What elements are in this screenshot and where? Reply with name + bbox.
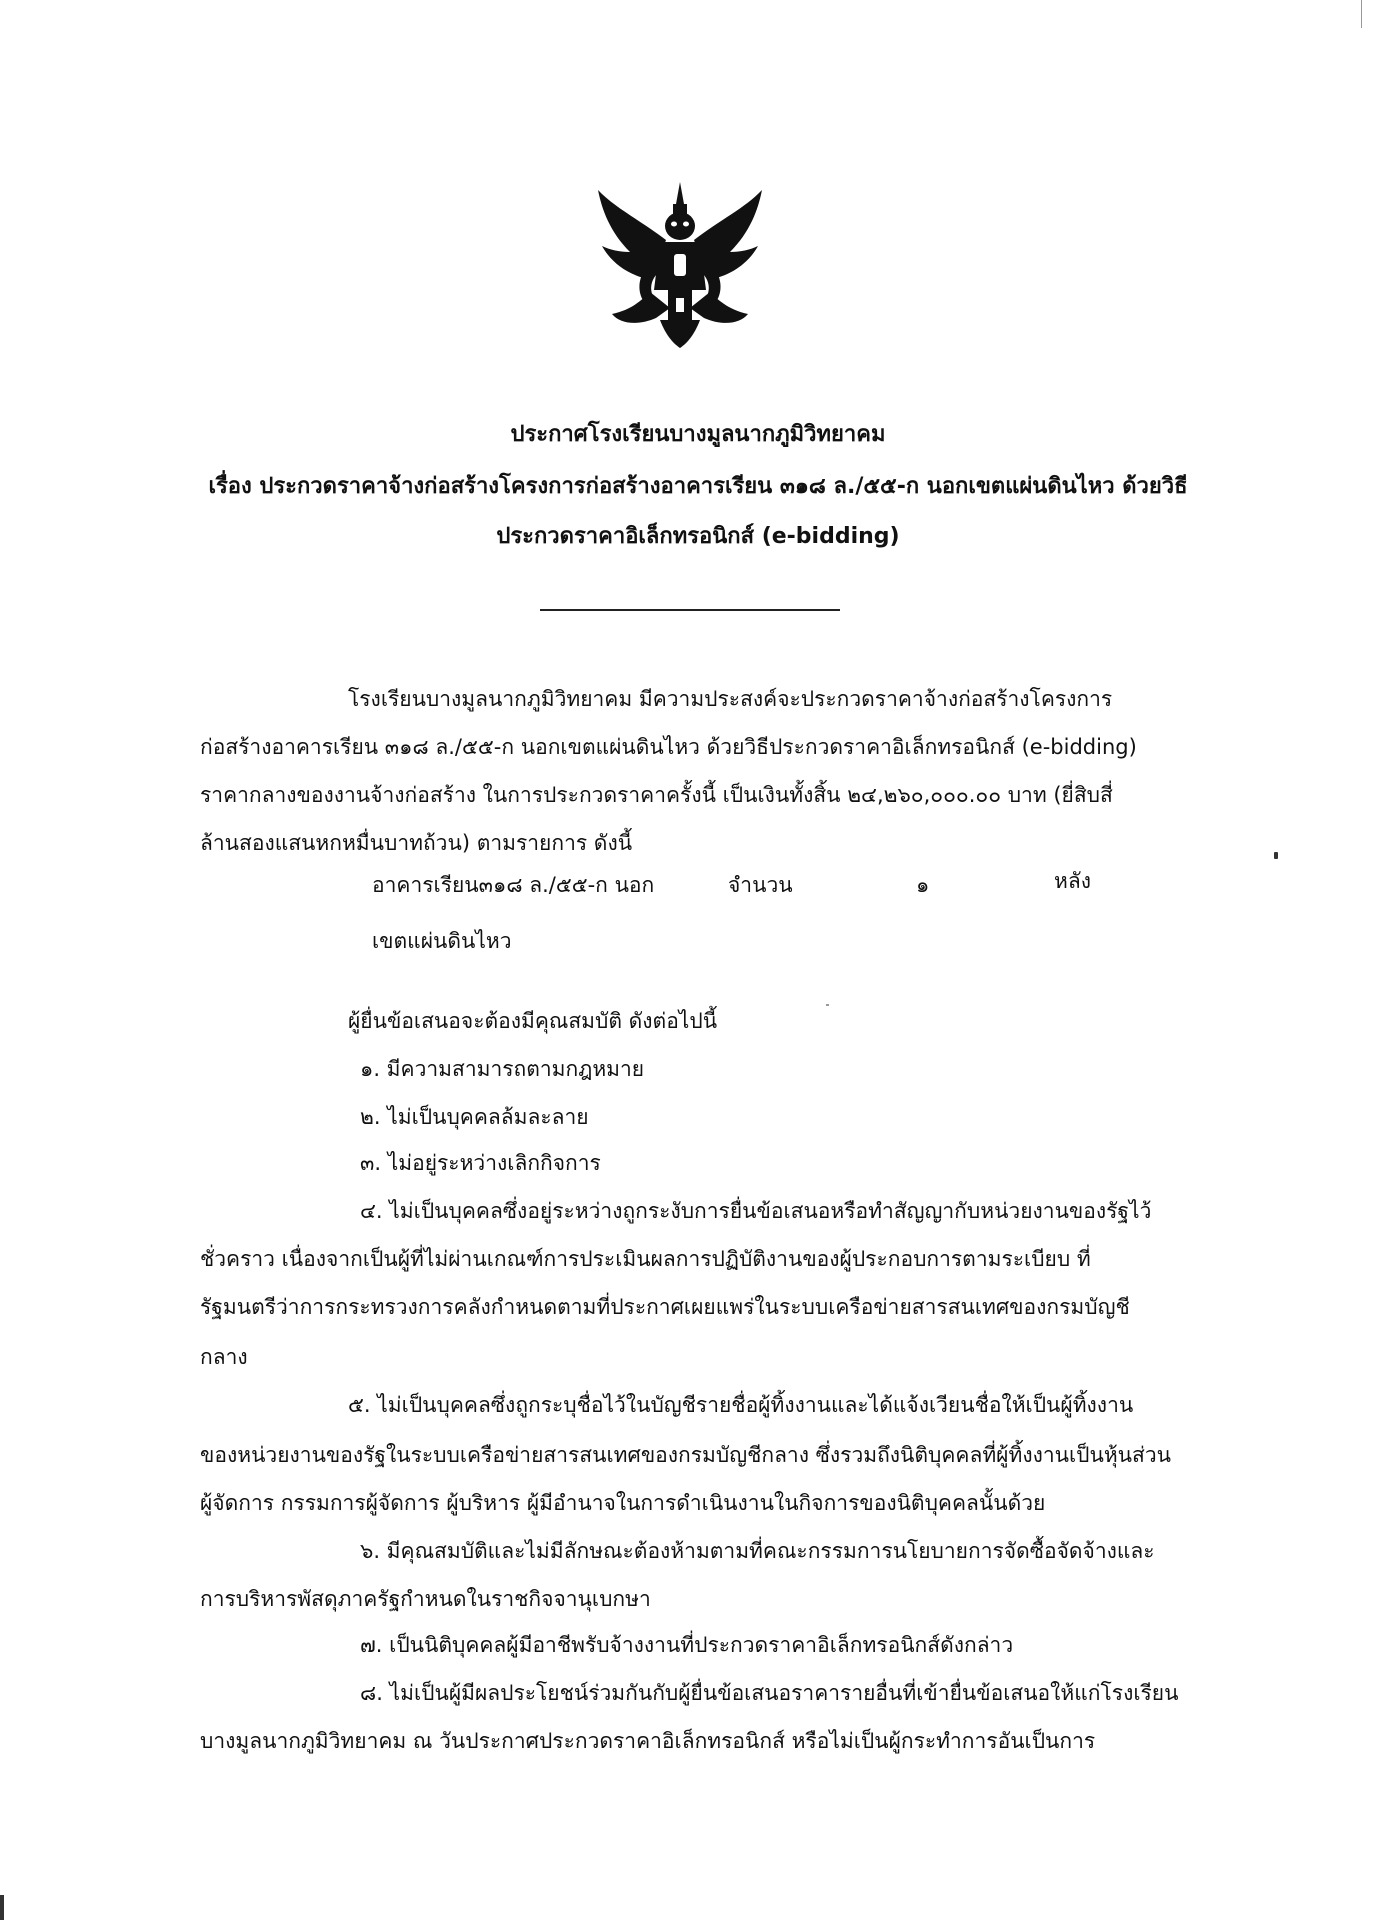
announcement-subject-cont: ประกวดราคาอิเล็กทรอนิกส์ (e-bidding): [496, 524, 900, 549]
item-unit: หลัง: [1054, 869, 1091, 893]
qualification-line: ๓. ไม่อยู่ระหว่างเลิกกิจการ: [360, 1151, 601, 1175]
title-divider: [540, 609, 840, 611]
item-name-cont: เขตแผ่นดินไหว: [372, 929, 512, 953]
qualification-line: บางมูลนากภูมิวิทยาคม ณ วันประกาศประกวดราคาอิเล็กทรอนิกส์ หรือไม่เป็นผู้กระทำการอันเป็นการ: [200, 1729, 1096, 1753]
qualification-line: ผู้จัดการ กรรมการผู้จัดการ ผู้บริหาร ผู้มีอำนาจในการดำเนินงานในกิจการของนิติบุคคลนั้นด้วย: [200, 1491, 1046, 1515]
intro-line: โรงเรียนบางมูลนากภูมิวิทยาคม มีความประสงค์จะประกวดราคาจ้างก่อสร้างโครงการ: [348, 687, 1113, 711]
item-qty-label: จำนวน: [728, 873, 793, 897]
garuda-emblem-icon: [590, 180, 770, 350]
scan-mark: [1274, 852, 1278, 859]
announcement-subject: เรื่อง ประกวดราคาจ้างก่อสร้างโครงการก่อสร้างอาคารเรียน ๓๑๘ ล./๕๕-ก นอกเขตแผ่นดินไหว ด้วยวิธี: [208, 474, 1188, 499]
qualification-line: ๔. ไม่เป็นบุคคลซึ่งอยู่ระหว่างถูกระงับการยื่นข้อเสนอหรือทำสัญญากับหน่วยงานของรัฐไว้: [360, 1199, 1152, 1223]
qualification-line: ๖. มีคุณสมบัติและไม่มีลักษณะต้องห้ามตามที่คณะกรรมการนโยบายการจัดซื้อจัดจ้างและ: [360, 1539, 1155, 1563]
qualifications-heading: ผู้ยื่นข้อเสนอจะต้องมีคุณสมบัติ ดังต่อไปนี้: [348, 1009, 718, 1033]
intro-line: ก่อสร้างอาคารเรียน ๓๑๘ ล./๕๕-ก นอกเขตแผ่นดินไหว ด้วยวิธีประกวดราคาอิเล็กทรอนิกส์ (e-bidding): [200, 735, 1137, 759]
item-qty: ๑: [916, 873, 930, 897]
intro-line: ล้านสองแสนหกหมื่นบาทถ้วน) ตามรายการ ดังนี้: [200, 831, 633, 855]
qualification-line: กลาง: [200, 1345, 248, 1369]
qualification-line: ๗. เป็นนิติบุคคลผู้มีอาชีพรับจ้างงานที่ประกวดราคาอิเล็กทรอนิกส์ดังกล่าว: [360, 1633, 1014, 1657]
qualification-line: ของหน่วยงานของรัฐในระบบเครือข่ายสารสนเทศของกรมบัญชีกลาง ซึ่งรวมถึงนิติบุคคลที่ผู้ทิ้งงานเป็นหุ้นส่วน: [200, 1443, 1172, 1467]
qualification-line: รัฐมนตรีว่าการกระทรวงการคลังกำหนดตามที่ประกาศเผยแพร่ในระบบเครือข่ายสารสนเทศของกรมบัญชี: [200, 1295, 1130, 1319]
qualification-line: ๘. ไม่เป็นผู้มีผลประโยชน์ร่วมกันกับผู้ยื่นข้อเสนอราคารายอื่นที่เข้ายื่นข้อเสนอให้แก่โรงเรียน: [360, 1681, 1179, 1705]
qualification-line: การบริหารพัสดุภาครัฐกำหนดในราชกิจจานุเบกษา: [200, 1587, 651, 1611]
scan-speck: [826, 1004, 829, 1006]
qualification-line: ๑. มีความสามารถตามกฎหมาย: [360, 1057, 645, 1081]
intro-line: ราคากลางของงานจ้างก่อสร้าง ในการประกวดราคาครั้งนี้ เป็นเงินทั้งสิ้น ๒๔,๒๖๐,๐๐๐.๐๐ บาท (ยี่สิบสี่: [200, 783, 1113, 807]
qualification-line: ๕. ไม่เป็นบุคคลซึ่งถูกระบุชื่อไว้ในบัญชีรายชื่อผู้ทิ้งงานและได้แจ้งเวียนชื่อให้เป็นผู้ทิ้งงาน: [348, 1393, 1134, 1417]
announcement-title: ประกาศโรงเรียนบางมูลนากภูมิวิทยาคม: [510, 422, 886, 447]
qualification-line: ชั่วคราว เนื่องจากเป็นผู้ที่ไม่ผ่านเกณฑ์การประเมินผลการปฏิบัติงานของผู้ประกอบการตามระเบียบ ที่: [200, 1247, 1091, 1271]
scan-edge: [0, 1895, 4, 1920]
item-name: อาคารเรียน๓๑๘ ล./๕๕-ก นอก: [372, 873, 655, 897]
scan-edge-line: [1361, 0, 1362, 28]
qualification-line: ๒. ไม่เป็นบุคคลล้มละลาย: [360, 1105, 589, 1129]
